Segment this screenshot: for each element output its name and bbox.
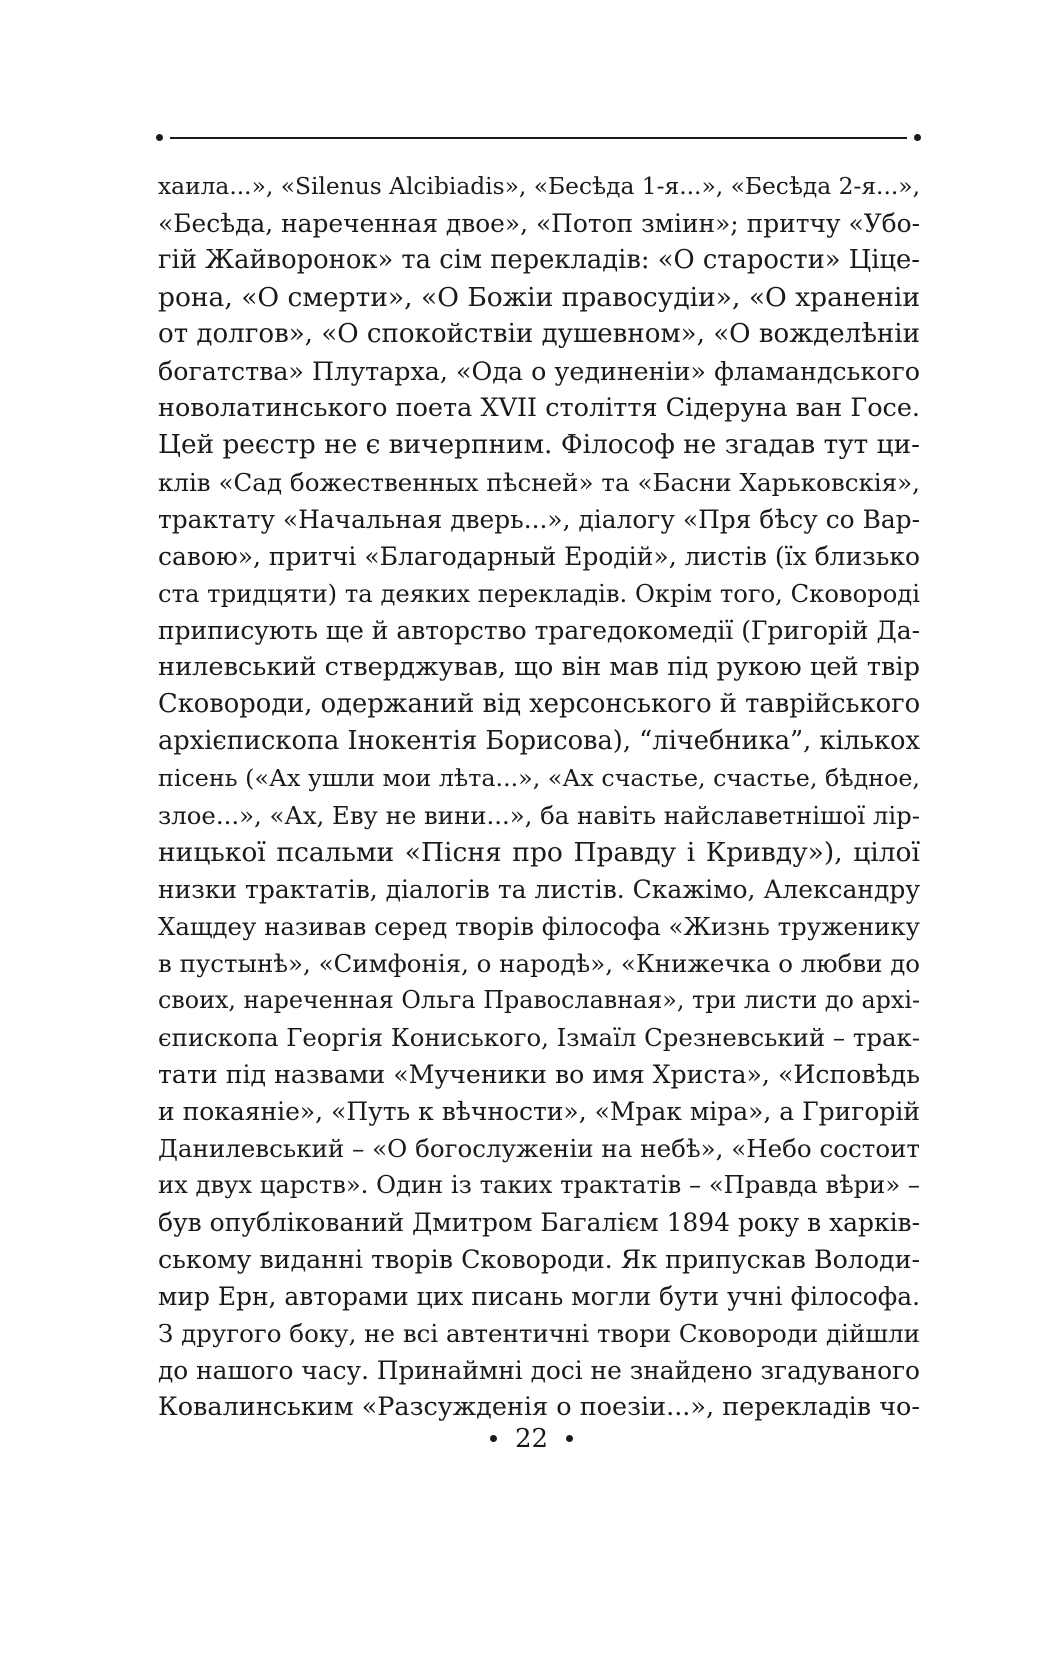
text-line: Цей реєстр не є вичерпним. Філософ не згадав тут ци-: [158, 430, 920, 460]
bullet-icon: [490, 1435, 497, 1442]
text-line: гій Жайворонок» та сім перекладів: «О старости» Ціце-: [158, 245, 920, 275]
text-line: трактату «Начальная дверь...», діалогу «Пря бѣсу со Вар-: [158, 505, 920, 534]
text-line: нилевський стверджував, що він мав під рукою цей твір: [158, 652, 920, 682]
text-line: и покаяніе», «Путь к вѣчности», «Мрак міра», а Григорій: [158, 1097, 920, 1126]
text-line: приписують ще й авторство трагедокомедії (Григорій Да-: [158, 616, 920, 645]
text-line: клів «Сад божественных пѣсней» та «Басни Харьковскія»,: [158, 468, 920, 497]
text-line: пісень («Ах ушли мои лѣта...», «Ах счастье, счастье, бѣдное,: [158, 764, 920, 792]
text-line: их двух царств». Один із таких трактатів – «Правда вѣри» –: [158, 1171, 920, 1199]
text-line: Сковороди, одержаний від херсонського й таврійського: [158, 689, 921, 719]
text-line: ському виданні творів Сковороди. Як припускав Володи-: [158, 1245, 920, 1274]
rule-dot-left: [156, 134, 163, 141]
text-line: рона, «О смерти», «О Божіи правосудіи», «О храненіи: [158, 282, 920, 313]
body-text: [158, 168, 920, 1426]
text-line: був опублікований Дмитром Багалієм 1894 року в харків-: [158, 1208, 920, 1237]
text-line: низки трактатів, діалогів та листів. Скажімо, Александру: [158, 875, 920, 904]
text-line: єпископа Георгія Кониського, Ізмаїл Срезневський – трак-: [158, 1023, 920, 1052]
text-line: Данилевський – «О богослуженіи на небѣ», «Небо состоит: [158, 1134, 920, 1163]
header-rule: [156, 132, 921, 144]
text-line: ницької псальми «Пісня про Правду і Кривду»), цілої: [158, 837, 920, 868]
text-line: новолатинського поета XVII століття Сідеруна ван Госе.: [158, 393, 920, 423]
text-line: хаила...», «Silenus Alcibiadis», «Бесѣда 1-я...», «Бесѣда 2-я...»,: [158, 172, 920, 200]
text-line: ста тридцяти) та деяких перекладів. Окрім того, Сковороді: [158, 579, 920, 608]
text-line: в пустынѣ», «Симфонія, о народѣ», «Книжечка о любви до: [158, 949, 920, 978]
page-footer: [0, 1424, 1063, 1454]
rule-line: [170, 137, 907, 139]
text-line: богатства» Плутарха, «Ода о уединеніи» фламандського: [158, 356, 920, 386]
text-line: савою», притчі «Благодарный Еродій», листів (їх близько: [158, 542, 920, 571]
text-line: до нашого часу. Принаймні досі не знайдено згадуваного: [158, 1356, 920, 1385]
text-line: злое...», «Ах, Еву не вини...», ба навіть найславетнішої лір-: [158, 801, 920, 830]
text-line: своих, нареченная Ольга Православная», три листи до архі-: [158, 986, 920, 1014]
text-line: мир Ерн, авторами цих писань могли бути учні філософа.: [158, 1282, 920, 1311]
text-line: тати під назвами «Мученики во имя Христа», «Исповѣдь: [158, 1060, 920, 1089]
text-line: «Бесѣда, нареченная двое», «Потоп зміин»; притчу «Убо-: [158, 209, 920, 238]
text-line: Ковалинським «Разсужденія о поезіи...», перекладів чо-: [158, 1392, 920, 1422]
text-line: от долгов», «О спокойствіи душевном», «О вожделѣніи: [158, 319, 920, 349]
text-line: архієпископа Інокентія Борисова), “лічебника”, кількох: [158, 726, 920, 756]
bullet-icon: [566, 1435, 573, 1442]
text-line: З другого боку, не всі автентичні твори Сковороди дійшли: [158, 1319, 920, 1348]
page-number: 22: [514, 1424, 549, 1454]
rule-dot-right: [914, 134, 921, 141]
text-line: Хащдеу називав серед творів філософа «Жизнь труженику: [158, 912, 920, 941]
